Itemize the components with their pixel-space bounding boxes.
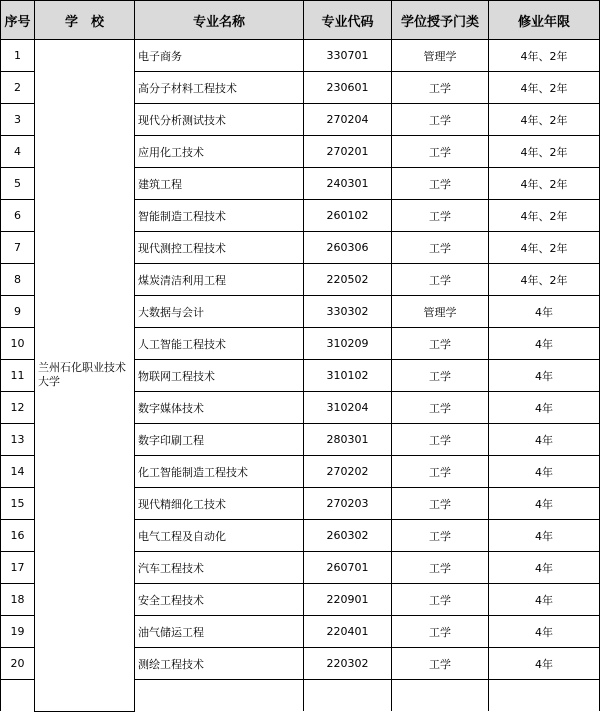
row-length-cell: 4年 (489, 424, 600, 456)
row-length-cell: 4年 (489, 328, 600, 360)
row-major-cell: 人工智能工程技术 (135, 328, 304, 360)
row-major-cell: 现代分析测试技术 (135, 104, 304, 136)
row-code-cell: 270201 (304, 136, 392, 168)
row-seq-cell: 6 (1, 200, 35, 232)
row-seq-cell: 16 (1, 520, 35, 552)
row-degree-cell: 管理学 (392, 40, 489, 72)
empty-cell (1, 680, 35, 712)
row-major-cell: 电子商务 (135, 40, 304, 72)
row-length-cell: 4年、2年 (489, 104, 600, 136)
row-code-cell: 260302 (304, 520, 392, 552)
row-seq-cell: 15 (1, 488, 35, 520)
row-major-cell: 智能制造工程技术 (135, 200, 304, 232)
row-length-cell: 4年 (489, 520, 600, 552)
row-seq-cell: 4 (1, 136, 35, 168)
header-major: 专业名称 (135, 1, 304, 40)
row-major-cell: 应用化工技术 (135, 136, 304, 168)
row-code-cell: 260306 (304, 232, 392, 264)
row-major-cell: 数字媒体技术 (135, 392, 304, 424)
row-code-cell: 310102 (304, 360, 392, 392)
row-degree-cell: 工学 (392, 616, 489, 648)
row-code-cell: 270204 (304, 104, 392, 136)
row-length-cell: 4年 (489, 616, 600, 648)
row-code-cell: 330701 (304, 40, 392, 72)
row-length-cell: 4年 (489, 584, 600, 616)
row-code-cell: 310209 (304, 328, 392, 360)
row-length-cell: 4年、2年 (489, 136, 600, 168)
row-seq-cell: 18 (1, 584, 35, 616)
row-degree-cell: 工学 (392, 360, 489, 392)
row-length-cell: 4年、2年 (489, 232, 600, 264)
row-length-cell: 4年、2年 (489, 40, 600, 72)
empty-cell (304, 680, 392, 712)
header-school: 学 校 (35, 1, 135, 40)
row-seq-cell: 8 (1, 264, 35, 296)
table-row (1, 40, 600, 72)
row-length-cell: 4年 (489, 392, 600, 424)
row-major-cell: 高分子材料工程技术 (135, 72, 304, 104)
row-seq-cell: 2 (1, 72, 35, 104)
header-length: 修业年限 (489, 1, 600, 40)
row-degree-cell: 工学 (392, 648, 489, 680)
empty-cell (489, 680, 600, 712)
row-degree-cell: 工学 (392, 584, 489, 616)
row-code-cell: 260701 (304, 552, 392, 584)
row-major-cell: 化工智能制造工程技术 (135, 456, 304, 488)
header-code: 专业代码 (304, 1, 392, 40)
row-seq-cell: 14 (1, 456, 35, 488)
row-degree-cell: 工学 (392, 456, 489, 488)
row-code-cell: 240301 (304, 168, 392, 200)
row-code-cell: 260102 (304, 200, 392, 232)
row-code-cell: 280301 (304, 424, 392, 456)
row-degree-cell: 管理学 (392, 296, 489, 328)
row-length-cell: 4年、2年 (489, 264, 600, 296)
row-major-cell: 安全工程技术 (135, 584, 304, 616)
row-major-cell: 电气工程及自动化 (135, 520, 304, 552)
row-degree-cell: 工学 (392, 328, 489, 360)
row-degree-cell: 工学 (392, 424, 489, 456)
header-degree: 学位授予门类 (392, 1, 489, 40)
row-length-cell: 4年 (489, 360, 600, 392)
row-code-cell: 220302 (304, 648, 392, 680)
row-degree-cell: 工学 (392, 168, 489, 200)
row-seq-cell: 7 (1, 232, 35, 264)
header-seq: 序号 (1, 1, 35, 40)
row-length-cell: 4年 (489, 552, 600, 584)
table-body (1, 40, 600, 712)
row-code-cell: 270203 (304, 488, 392, 520)
row-major-cell: 现代精细化工技术 (135, 488, 304, 520)
row-length-cell: 4年、2年 (489, 200, 600, 232)
row-length-cell: 4年 (489, 296, 600, 328)
row-major-cell: 物联网工程技术 (135, 360, 304, 392)
row-seq-cell: 19 (1, 616, 35, 648)
row-major-cell: 汽车工程技术 (135, 552, 304, 584)
row-degree-cell: 工学 (392, 104, 489, 136)
row-code-cell: 220901 (304, 584, 392, 616)
row-seq-cell: 17 (1, 552, 35, 584)
row-length-cell: 4年 (489, 456, 600, 488)
row-seq-cell: 11 (1, 360, 35, 392)
row-degree-cell: 工学 (392, 264, 489, 296)
row-code-cell: 220502 (304, 264, 392, 296)
row-seq-cell: 9 (1, 296, 35, 328)
row-degree-cell: 工学 (392, 488, 489, 520)
row-code-cell: 220401 (304, 616, 392, 648)
row-code-cell: 310204 (304, 392, 392, 424)
row-seq-cell: 1 (1, 40, 35, 72)
row-seq-cell: 3 (1, 104, 35, 136)
row-major-cell: 煤炭清洁利用工程 (135, 264, 304, 296)
row-major-cell: 油气储运工程 (135, 616, 304, 648)
row-length-cell: 4年、2年 (489, 72, 600, 104)
row-degree-cell: 工学 (392, 552, 489, 584)
row-code-cell: 330302 (304, 296, 392, 328)
row-seq-cell: 13 (1, 424, 35, 456)
row-length-cell: 4年 (489, 648, 600, 680)
row-seq-cell: 20 (1, 648, 35, 680)
row-major-cell: 现代测控工程技术 (135, 232, 304, 264)
row-major-cell: 测绘工程技术 (135, 648, 304, 680)
empty-cell (392, 680, 489, 712)
table-header (1, 1, 600, 40)
row-degree-cell: 工学 (392, 520, 489, 552)
row-length-cell: 4年、2年 (489, 168, 600, 200)
row-degree-cell: 工学 (392, 72, 489, 104)
row-code-cell: 230601 (304, 72, 392, 104)
row-degree-cell: 工学 (392, 392, 489, 424)
row-major-cell: 建筑工程 (135, 168, 304, 200)
row-degree-cell: 工学 (392, 136, 489, 168)
school-name-cell: 兰州石化职业技术大学 (35, 40, 135, 712)
row-length-cell: 4年 (489, 488, 600, 520)
row-seq-cell: 10 (1, 328, 35, 360)
row-seq-cell: 5 (1, 168, 35, 200)
row-degree-cell: 工学 (392, 232, 489, 264)
row-degree-cell: 工学 (392, 200, 489, 232)
row-seq-cell: 12 (1, 392, 35, 424)
row-major-cell: 大数据与会计 (135, 296, 304, 328)
row-code-cell: 270202 (304, 456, 392, 488)
header-row (1, 1, 600, 40)
empty-cell (135, 680, 304, 712)
row-major-cell: 数字印刷工程 (135, 424, 304, 456)
